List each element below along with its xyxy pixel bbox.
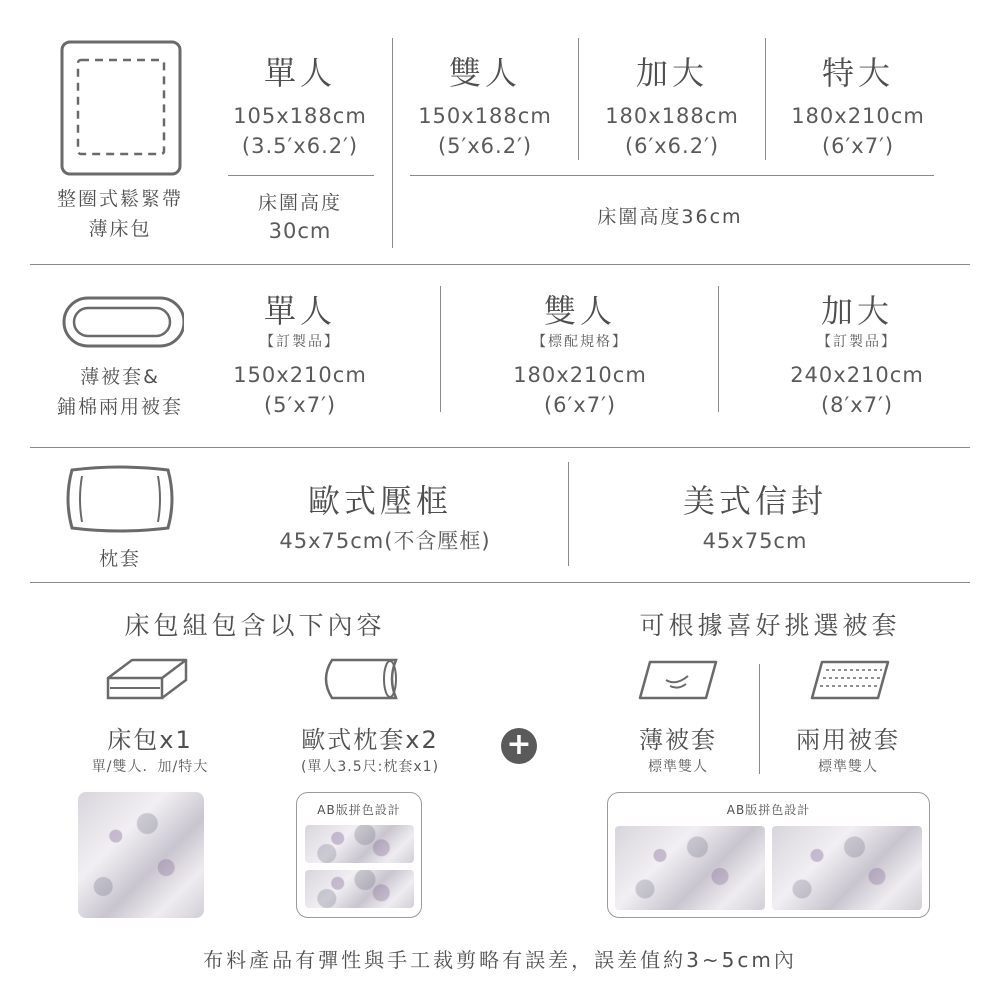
divider [759,664,760,774]
section-divider [30,264,970,265]
duvet-choice-title: 可根據喜好挑選被套 [639,611,901,640]
size-ft-queen: (6′x6.2′) [624,134,720,158]
divider [578,38,579,160]
section-divider [30,582,970,583]
divider [765,38,766,160]
duvet-size-name-double: 雙人 [543,292,616,330]
set-item-pillow-name: 歐式枕套x2 [301,726,439,754]
divider [392,38,393,248]
duvet-size-name-queen: 加大 [820,292,893,330]
fitted-sheet-small-icon [104,656,190,702]
size-dim-king: 180x210cm [791,104,925,128]
pillow-dim-envelope: 45x75cm [702,529,808,553]
duvet-ft-double: (6′x7′) [543,393,617,417]
fitted-sheet-icon [60,40,182,176]
divider [228,175,374,176]
duvet-fabric-photo-a [615,826,765,910]
duvet-dim-double: 180x210cm [513,363,647,387]
pillow-dim-euro: 45x75cm(不含壓框) [279,529,491,553]
duvet-dim-queen: 240x210cm [790,363,924,387]
duvet-size-name-single: 單人 [263,292,336,330]
pillowcase-label: 枕套 [98,548,141,570]
plus-icon: + [501,728,537,764]
size-dim-single: 105x188cm [233,104,367,128]
size-dim-double: 150x188cm [418,104,552,128]
pillow-type-euro: 歐式壓框 [307,482,452,520]
size-name-single: 單人 [263,54,336,92]
size-name-king: 特大 [821,54,894,92]
set-item-sheet-sub: 單/雙人．加/特大 [91,759,209,775]
duvet-ft-queen: (8′x7′) [820,393,894,417]
fitted-sheet-label-line2: 薄床包 [88,218,152,240]
pillow-type-envelope: 美式信封 [682,482,827,520]
size-ft-single: (3.5′x6.2′) [241,134,359,158]
set-item-pillow-sub: (單人3.5尺:枕套x1) [300,759,440,775]
size-name-queen: 加大 [635,54,708,92]
duvet-tag-queen: 【訂製品】 [817,334,897,350]
thin-duvet-sub: 標準雙人 [648,759,708,775]
divider [440,286,441,412]
divider [718,286,719,412]
divider [568,462,569,566]
set-item-sheet-name: 床包x1 [107,726,193,754]
thin-duvet-name: 薄被套 [639,726,717,754]
fitted-sheet-label-line1: 整圈式鬆緊帶 [56,188,183,210]
pillow-ab-label: AB版拼色設計 [317,803,401,817]
pillow-fabric-photo-a [305,825,414,863]
duvet-label-line2: 鋪棉兩用被套 [56,396,183,418]
sheet-fabric-photo [78,792,204,918]
other-height: 床圍高度36cm [597,206,743,228]
duvet-tag-double: 【標配規格】 [532,334,628,350]
size-name-double: 雙人 [448,54,521,92]
duvet-icon [60,294,184,350]
duvet-label-line1: 薄被套& [80,366,160,388]
duvet-ab-label: AB版拼色設計 [726,803,811,817]
quilted-duvet-name: 兩用被套 [796,726,900,754]
divider [410,175,934,176]
size-ft-king: (6′x7′) [821,134,895,158]
set-contents-title: 床包組包含以下內容 [124,611,386,640]
duvet-dim-single: 150x210cm [233,363,367,387]
duvet-ft-single: (5′x7′) [263,393,337,417]
quilted-duvet-sub: 標準雙人 [818,759,878,775]
duvet-fabric-photo-b [772,826,922,910]
pillow-icon [64,464,176,534]
size-dim-queen: 180x188cm [605,104,739,128]
pillow-fabric-photo-b [305,870,414,908]
footer-note: 布料產品有彈性與手工裁剪略有誤差，誤差值約3~5cm內 [203,948,797,972]
size-ft-double: (5′x6.2′) [437,134,533,158]
euro-pillow-small-icon [318,656,402,702]
section-divider [30,447,970,448]
thin-duvet-icon [636,656,720,704]
single-height-label: 床圍高度 [257,192,342,214]
single-height-value: 30cm [268,219,332,243]
quilted-duvet-icon [808,656,892,704]
duvet-tag-single: 【訂製品】 [260,334,340,350]
